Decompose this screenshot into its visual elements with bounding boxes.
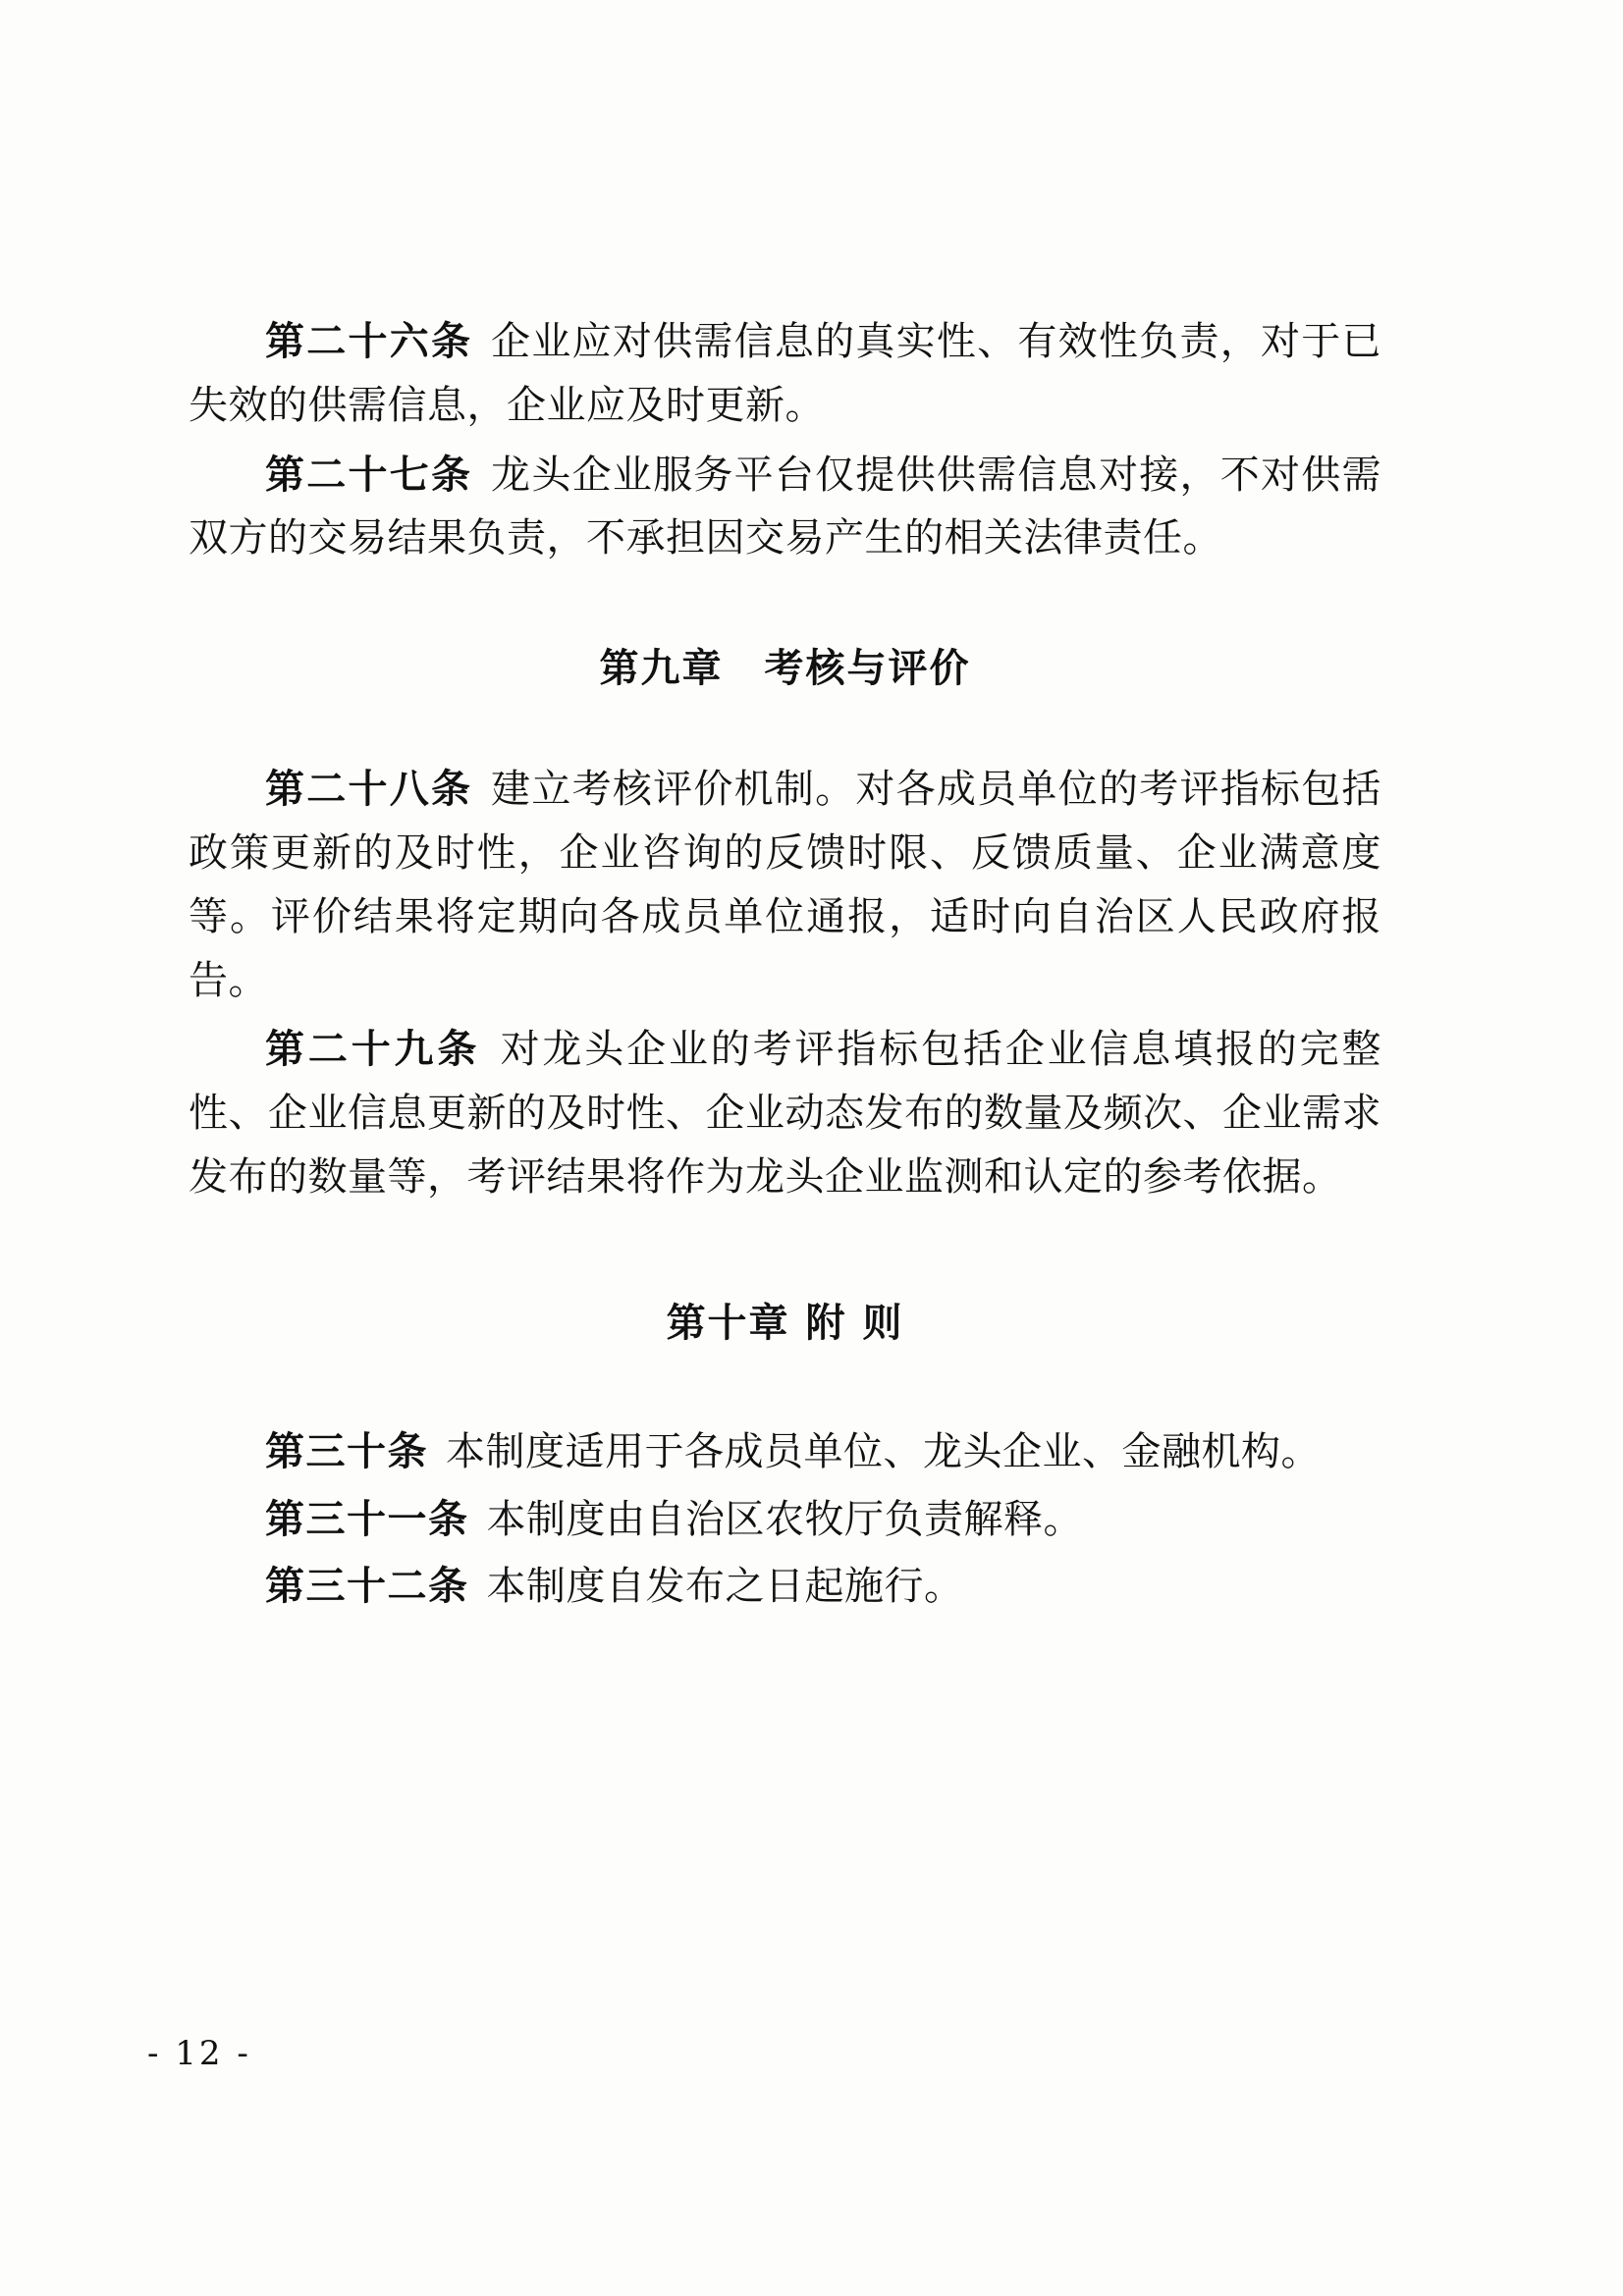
article-paragraph-29: [189, 1018, 1381, 1208]
article-text-26: 企业应对供需信息的真实性、有效性负责，对于已失效的供需信息，企业应及时更新。: [189, 319, 1381, 428]
article-label-31: 第三十一条: [265, 1495, 469, 1542]
article-text-28: 建立考核评价机制。对各成员单位的考评指标包括政策更新的及时性，企业咨询的反馈时限、反馈质量、企业满意度等。评价结果将定期向各成员单位通报，适时向自治区人民政府报告。: [189, 767, 1381, 1003]
article-paragraph-32: [189, 1555, 1381, 1619]
page-number: - 12 -: [147, 2034, 251, 2073]
article-text-27: 龙头企业服务平台仅提供供需信息对接，不对供需双方的交易结果负责，不承担因交易产生的相关法律责任。: [189, 452, 1381, 561]
article-label-26: 第二十六条: [265, 318, 473, 364]
article-label-28: 第二十八条: [265, 766, 473, 813]
vertical-spacer: [189, 693, 1381, 758]
article-paragraph-30: [189, 1420, 1381, 1484]
article-text-29: 对龙头企业的考评指标包括企业信息填报的完整性、企业信息更新的及时性、企业动态发布的数量及频次、企业需求发布的数量等，考评结果将作为龙头企业监测和认定的参考依据。: [189, 1027, 1382, 1200]
article-text-32: 本制度自发布之日起施行。: [486, 1564, 964, 1610]
article-label-27: 第二十七条: [265, 451, 473, 498]
article-label-30: 第三十条: [265, 1427, 428, 1474]
vertical-spacer: [189, 1348, 1381, 1420]
article-label-29: 第二十九条: [265, 1026, 481, 1073]
article-label-32: 第三十二条: [265, 1563, 469, 1610]
article-paragraph-27: [189, 444, 1381, 571]
chapter-heading-10: 第十章 附 则: [666, 1299, 904, 1346]
article-paragraph-26: [189, 310, 1381, 438]
article-paragraph-31: [189, 1488, 1381, 1552]
chapter-heading-9: 第九章 考核与评价: [599, 645, 971, 692]
article-text-31: 本制度由自治区农牧厅负责解释。: [486, 1496, 1083, 1542]
page-body: [189, 310, 1381, 1623]
vertical-spacer: [189, 1215, 1381, 1292]
vertical-spacer: [189, 576, 1381, 637]
article-paragraph-28: [189, 758, 1381, 1012]
article-text-30: 本制度适用于各成员单位、龙头企业、金融机构。: [446, 1428, 1321, 1474]
